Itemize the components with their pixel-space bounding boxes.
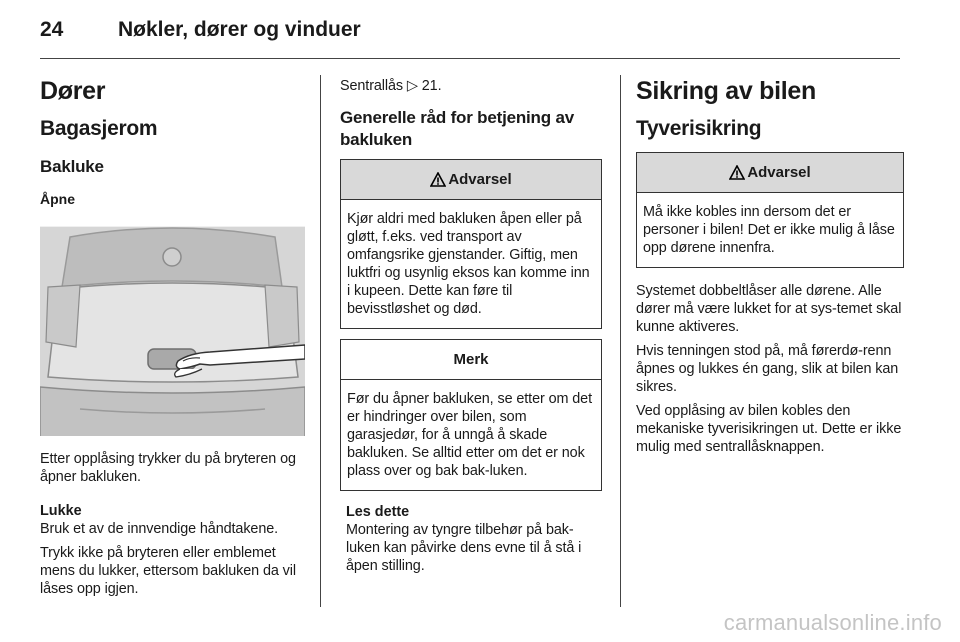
page-number: 24 xyxy=(40,18,64,41)
paragraph-double-lock: Systemet dobbeltlåser alle dørene. Alle dører må være lukket for at sys-temet skal kunne aktiveres. xyxy=(636,283,902,335)
theft-warning-title: Advarsel xyxy=(747,164,811,181)
read-this-body: Montering av tyngre tilbehør på bak-luken kan påvirke dens evne til å stå i åpen stilling. xyxy=(346,522,582,574)
header-rule xyxy=(40,58,900,59)
theft-warning-body: Må ikke kobles inn dersom det er personer i bilen! Det er ikke mulig å låse opp dørene innenfra. xyxy=(643,204,895,256)
chapter-title: Nøkler, dører og vinduer xyxy=(118,18,361,41)
read-this-title: Les dette xyxy=(346,504,410,520)
paragraph-close-handles: Bruk et av de innvendige håndtakene. xyxy=(40,521,279,537)
heading-bakluke: Bakluke xyxy=(40,157,104,176)
paragraph-ignition: Hvis tenningen stod på, må førerdø-renn åpnes og lukkes én gang, slik at bilen kan sikres. xyxy=(636,343,899,395)
page-ref-arrow-icon: ▷ xyxy=(406,78,418,94)
paragraph-open-instructions: Etter opplåsing trykker du på bryteren og åpner bakluken. xyxy=(40,451,296,485)
warning-triangle-icon xyxy=(729,165,745,181)
subheading-lukke: Lukke xyxy=(40,503,82,519)
note-box xyxy=(340,339,602,491)
note-header xyxy=(341,340,601,380)
column-right xyxy=(636,62,904,456)
warning-body: Kjør aldri med bakluken åpen eller på gløtt, f.eks. ved transport av omfangsrike gjenstander. Giftig, men luktfri og usynlig eksos kan komme inn i kupeen. Dette kan føre til bevisstløshet og død. xyxy=(347,211,590,317)
watermark: carmanualsonline.info xyxy=(723,610,942,635)
paragraph-mechanical: Ved opplåsing av bilen kobles den mekaniske tyverisikringen ut. Dette er ikke mulig med sentrallåsknappen. xyxy=(636,403,902,455)
heading-bagasjerom: Bagasjerom xyxy=(40,117,158,140)
column-divider-2 xyxy=(620,75,621,607)
page-header xyxy=(0,0,960,60)
heading-apne: Åpne xyxy=(40,191,75,207)
tailgate-illustration xyxy=(40,226,305,436)
warning-box xyxy=(340,159,602,329)
reference-text: Sentrallås xyxy=(340,78,403,94)
warning-title: Advarsel xyxy=(448,171,512,188)
heading-general-advice: Generelle råd for betjening av bakluken xyxy=(340,108,574,149)
reference-line xyxy=(340,77,602,95)
column-middle xyxy=(340,62,602,575)
read-this-section xyxy=(340,503,602,575)
paragraph-close-warning: Trykk ikke på bryteren eller emblemet mens du lukker, ettersom bakluken da vil låses opp igjen. xyxy=(40,545,296,597)
reference-page: 21. xyxy=(421,78,442,94)
column-left xyxy=(40,62,305,598)
heading-tyverisikring: Tyverisikring xyxy=(636,117,762,140)
car-tailgate-hand-illustration xyxy=(40,227,305,436)
warning-header xyxy=(341,160,601,200)
heading-sikring: Sikring av bilen xyxy=(636,77,816,105)
warning-triangle-icon xyxy=(430,172,446,188)
column-divider-1 xyxy=(320,75,321,607)
note-title: Merk xyxy=(453,351,489,368)
note-body: Før du åpner bakluken, se etter om det er hindringer over bilen, som garasjedør, for å unngå å skade bakluken. Se alltid etter om det er nok plass over og bak bak-luken. xyxy=(347,391,592,479)
heading-dorer: Dører xyxy=(40,77,106,105)
theft-warning-box xyxy=(636,152,904,268)
theft-warning-header xyxy=(637,153,903,193)
